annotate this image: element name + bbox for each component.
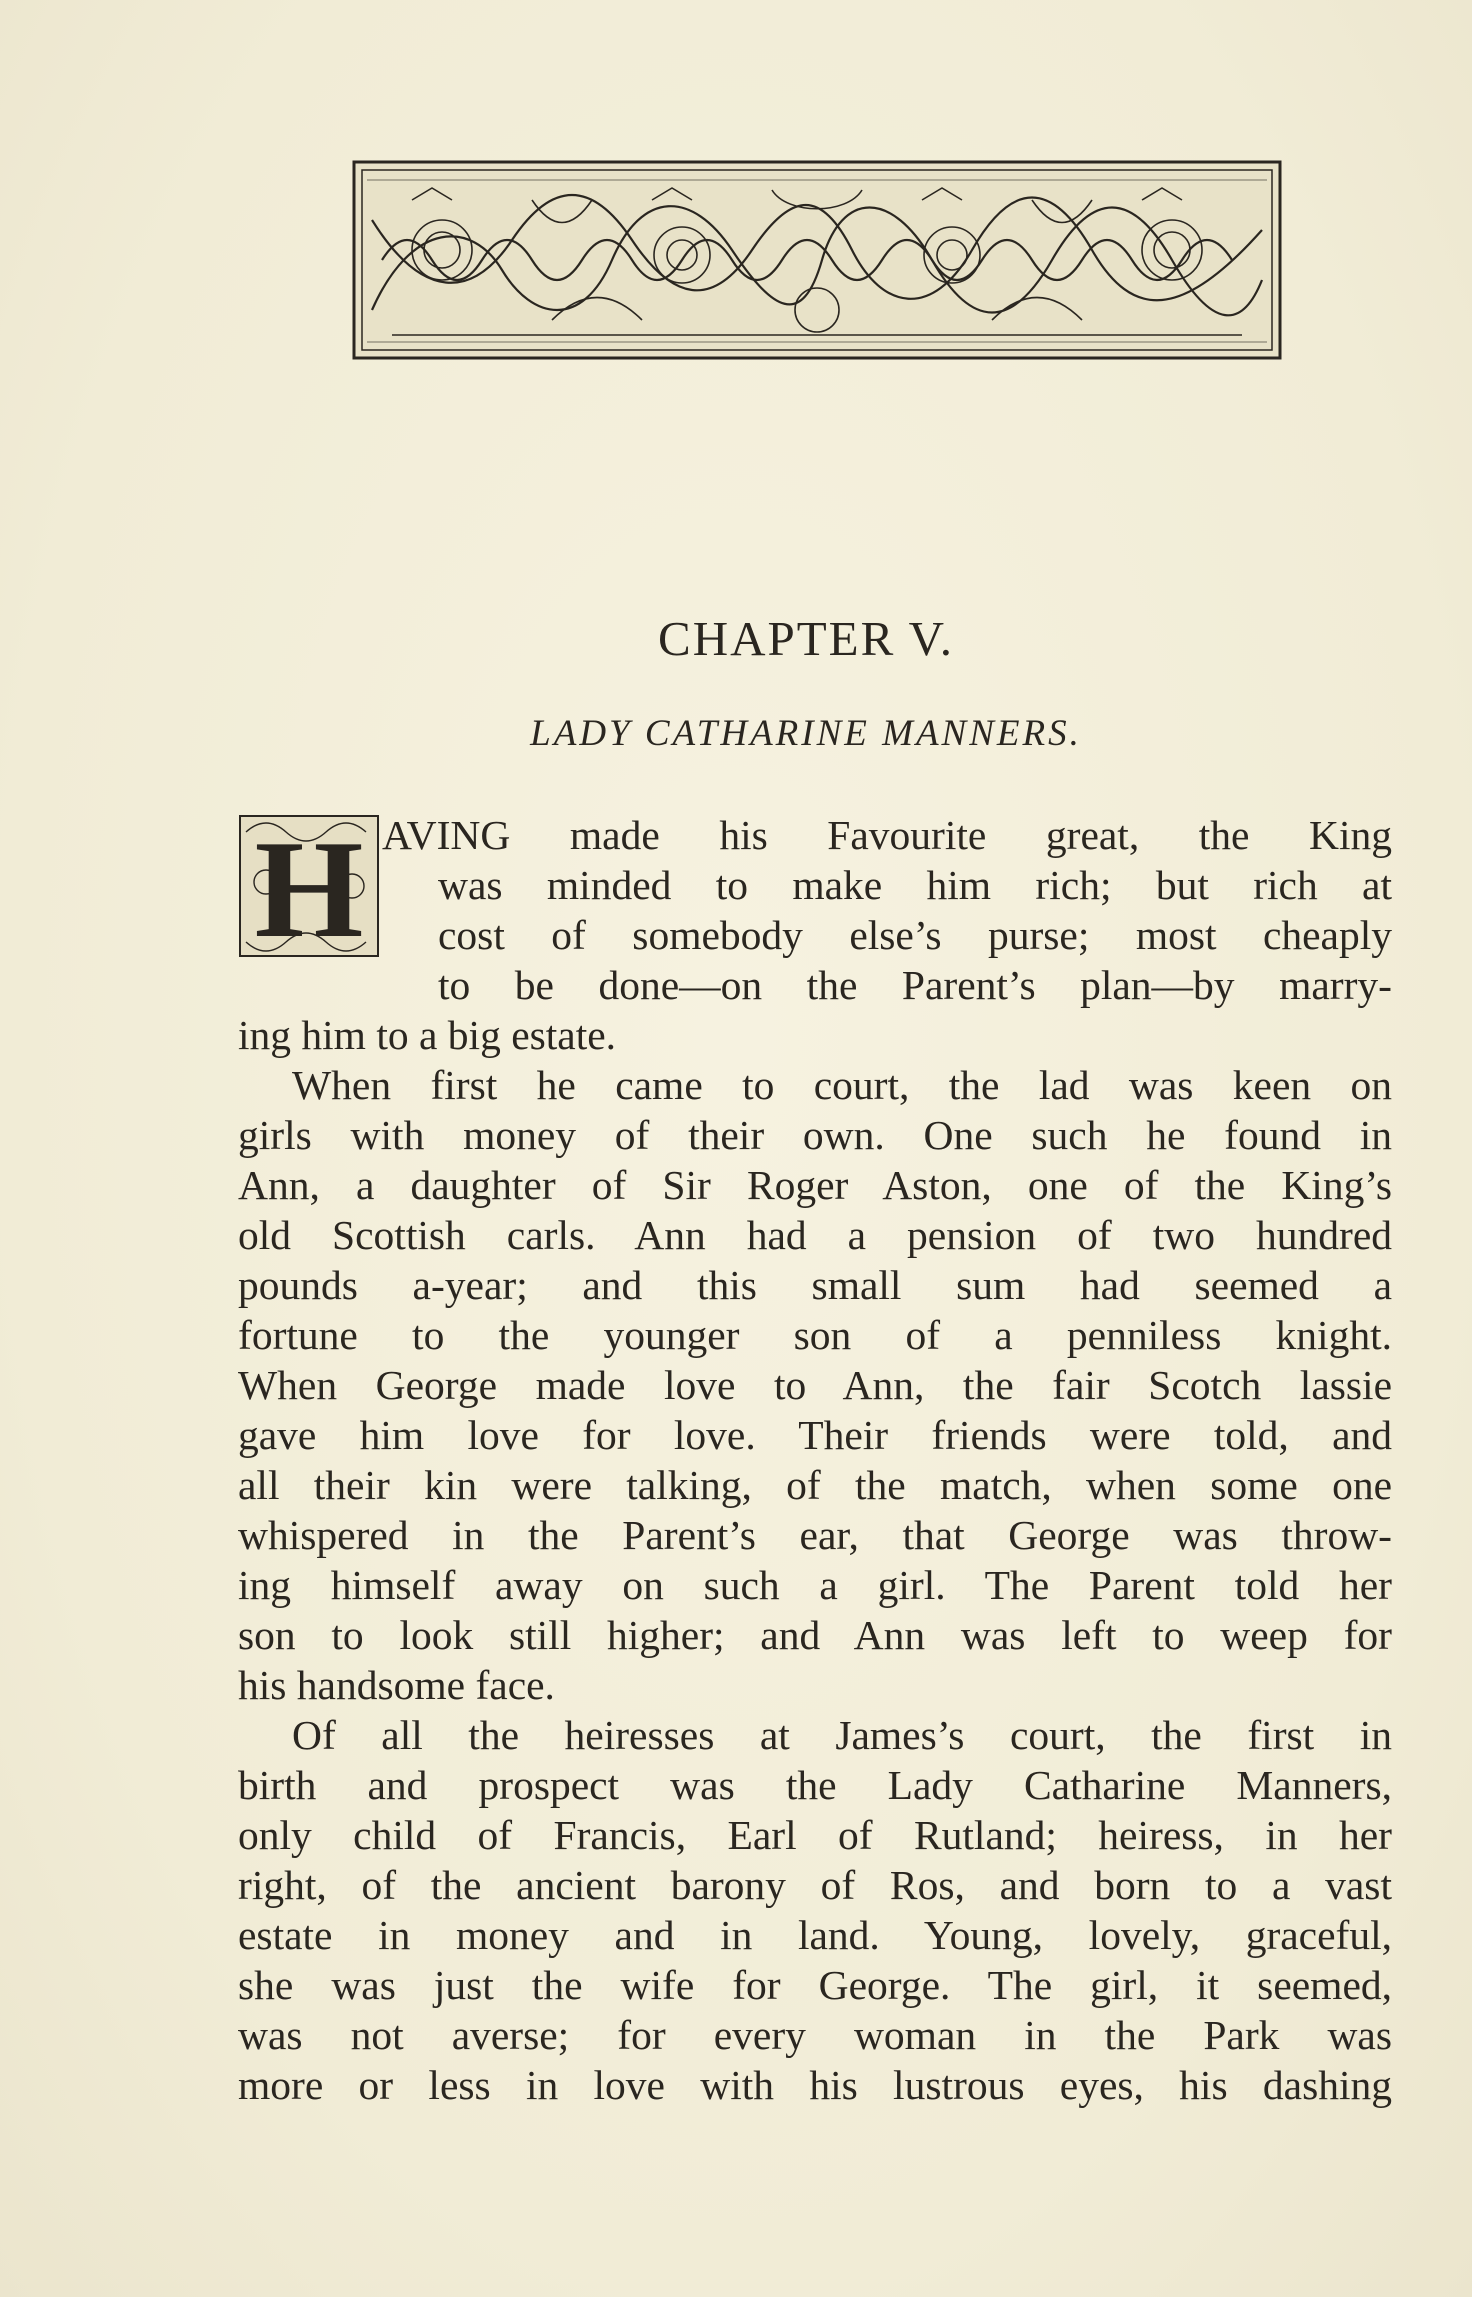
text-line: to be done—on the Parent’s plan—by marry- — [438, 962, 1392, 1008]
text-line: right, of the ancient barony of Ros, and born to a vast — [238, 1862, 1392, 1908]
text-line: When first he came to court, the lad was keen on — [292, 1062, 1392, 1108]
text-line: AVING made his Favourite great, the King — [382, 812, 1392, 858]
text-line: she was just the wife for George. The girl, it seemed, — [238, 1962, 1392, 2008]
text-line: his handsome face. — [238, 1662, 555, 1708]
text-line: Of all the heiresses at James’s court, the first in — [292, 1712, 1392, 1758]
ornamental-headpiece — [352, 160, 1282, 360]
text-line: was not averse; for every woman in the Park was — [238, 2012, 1392, 2058]
text-line: fortune to the younger son of a penniless knight. — [238, 1312, 1392, 1358]
text-line: was minded to make him rich; but rich at — [438, 862, 1392, 908]
text-line: all their kin were talking, of the match, when some one — [238, 1462, 1392, 1508]
text-line: ing himself away on such a girl. The Parent told her — [238, 1562, 1392, 1608]
text-line: only child of Francis, Earl of Rutland; heiress, in her — [238, 1812, 1392, 1858]
text-line: birth and prospect was the Lady Catharine Manners, — [238, 1762, 1392, 1808]
chapter-title: LADY CATHARINE MANNERS. — [530, 713, 1082, 754]
drop-cap-letter: H — [254, 812, 364, 960]
chapter-heading: CHAPTER V. — [658, 611, 954, 666]
text-line: When George made love to Ann, the fair Scotch lassie — [238, 1362, 1392, 1408]
text-line: old Scottish carls. Ann had a pension of two hundred — [238, 1212, 1392, 1258]
text-line: ing him to a big estate. — [238, 1012, 617, 1058]
text-line: cost of somebody else’s purse; most cheaply — [438, 912, 1392, 958]
text-line: girls with money of their own. One such he found in — [238, 1112, 1392, 1158]
text-line: gave him love for love. Their friends were told, and — [238, 1412, 1392, 1458]
text-line: more or less in love with his lustrous eyes, his dashing — [238, 2062, 1392, 2108]
text-line: whispered in the Parent’s ear, that George was throw- — [238, 1512, 1392, 1558]
text-line: son to look still higher; and Ann was left to weep for — [238, 1612, 1392, 1658]
text-line: estate in money and in land. Young, lovely, graceful, — [238, 1912, 1392, 1958]
drop-cap-ornament — [236, 812, 382, 960]
text-line: Ann, a daughter of Sir Roger Aston, one of the King’s — [238, 1162, 1392, 1208]
text-line: pounds a-year; and this small sum had seemed a — [238, 1262, 1392, 1308]
